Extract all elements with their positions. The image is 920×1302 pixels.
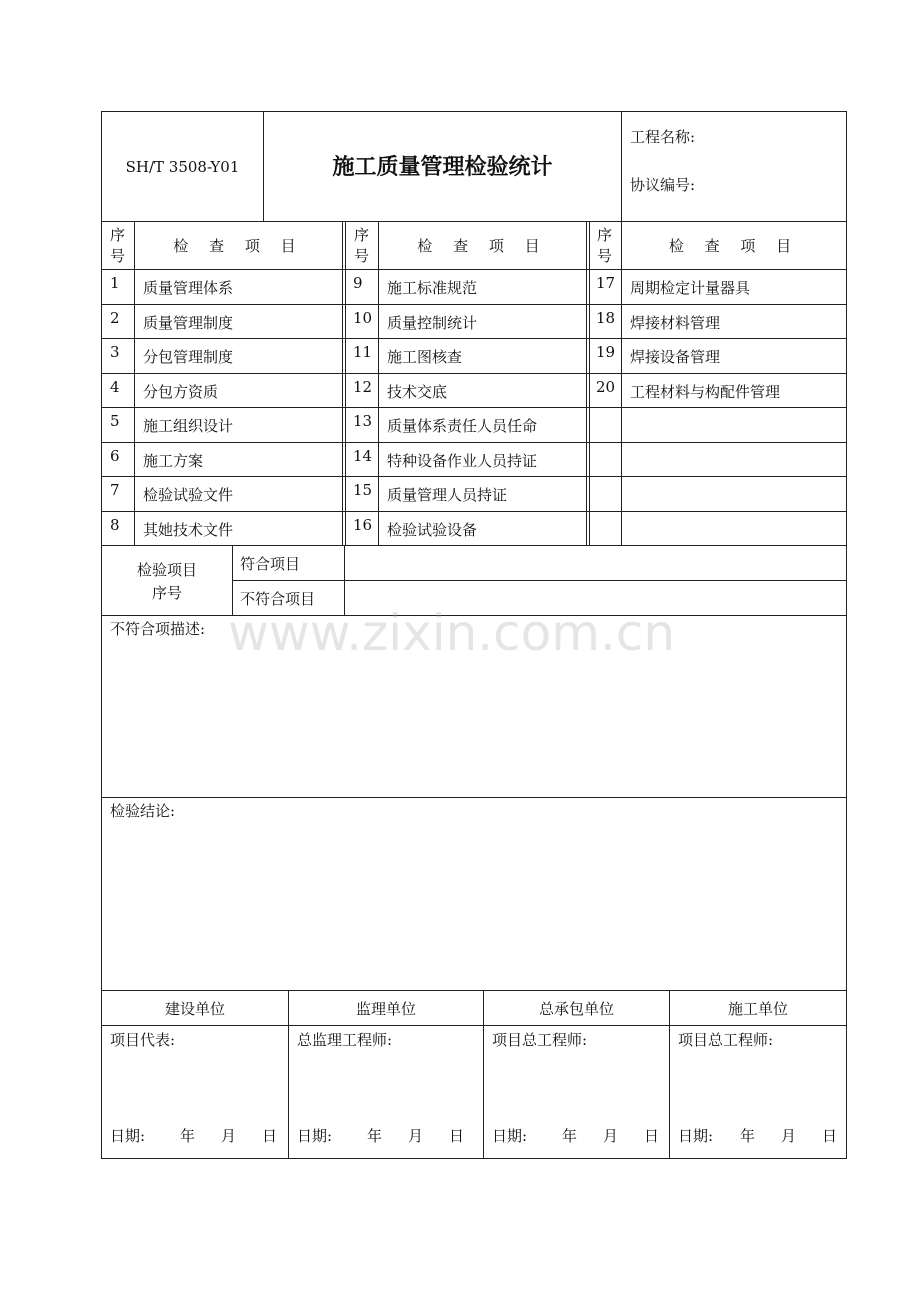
item-header-3: 检 查 项 目 <box>668 237 800 255</box>
item-label: 检验试验设备 <box>387 521 478 539</box>
item-label: 质量管理人员持证 <box>387 486 508 504</box>
item-label: 焊接设备管理 <box>630 348 721 366</box>
item-label: 质量管理体系 <box>143 279 234 297</box>
item-label: 特种设备作业人员持证 <box>387 452 538 470</box>
date-year: 年 <box>180 1127 196 1145</box>
seq-header-2-line1: 序 <box>354 226 370 244</box>
date-day: 日 <box>644 1127 660 1145</box>
item-label: 质量管理制度 <box>143 314 234 332</box>
agreement-no-label: 协议编号: <box>630 176 696 194</box>
signature-unit-supervisor: 监理单位 <box>355 1000 416 1018</box>
date-year: 年 <box>740 1127 756 1145</box>
signature-unit-general-contractor: 总承包单位 <box>538 1000 614 1018</box>
seq-header-3-line1: 序 <box>597 226 613 244</box>
item-no: 3 <box>110 343 120 361</box>
item-label: 施工方案 <box>143 452 204 470</box>
item-no: 6 <box>110 447 120 465</box>
item-no: 15 <box>353 481 373 499</box>
signature-role: 总监理工程师: <box>297 1031 393 1049</box>
item-no: 14 <box>353 447 373 465</box>
item-label: 质量控制统计 <box>387 314 478 332</box>
item-no: 4 <box>110 378 120 396</box>
seq-header-1-line1: 序 <box>110 226 126 244</box>
date-label: 日期: <box>110 1127 146 1145</box>
inspection-no-label-line1: 检验项目 <box>136 561 197 579</box>
item-header-1: 检 查 项 目 <box>173 237 304 255</box>
date-month: 月 <box>408 1127 424 1145</box>
inspection-no-label-line2: 序号 <box>151 584 182 602</box>
date-day: 日 <box>449 1127 465 1145</box>
conforming-items-label: 符合项目 <box>240 555 301 573</box>
date-label: 日期: <box>297 1127 333 1145</box>
form-code: SH/T 3508-Y01 <box>125 158 240 176</box>
seq-header-1-line2: 号 <box>110 247 126 265</box>
date-year: 年 <box>562 1127 578 1145</box>
item-no: 18 <box>596 309 616 327</box>
item-label: 施工组织设计 <box>143 417 234 435</box>
item-no: 12 <box>353 378 373 396</box>
item-label: 工程材料与构配件管理 <box>630 383 781 401</box>
item-label: 技术交底 <box>387 383 448 401</box>
item-no: 11 <box>353 343 373 361</box>
signature-role: 项目总工程师: <box>492 1031 588 1049</box>
signature-unit-contractor: 施工单位 <box>727 1000 788 1018</box>
item-label: 质量体系责任人员任命 <box>387 417 538 435</box>
signature-role: 项目代表: <box>110 1031 176 1049</box>
date-year: 年 <box>367 1127 383 1145</box>
form-title: 施工质量管理检验统计 <box>332 154 553 180</box>
seq-header-2-line2: 号 <box>354 247 370 265</box>
item-no: 20 <box>596 378 616 396</box>
signature-unit-owner: 建设单位 <box>164 1000 225 1018</box>
item-no: 5 <box>110 412 120 430</box>
item-label: 施工标准规范 <box>387 279 478 297</box>
item-header-2: 检 查 项 目 <box>417 237 548 255</box>
item-no: 8 <box>110 516 120 534</box>
item-no: 16 <box>353 516 373 534</box>
watermark-text: www.zixin.com.cn <box>228 604 676 662</box>
item-label: 施工图核查 <box>387 348 463 366</box>
nonconforming-items-label: 不符合项目 <box>240 590 316 608</box>
date-day: 日 <box>822 1127 838 1145</box>
date-month: 月 <box>221 1127 237 1145</box>
date-month: 月 <box>603 1127 619 1145</box>
item-label: 焊接材料管理 <box>630 314 721 332</box>
item-label: 分包方资质 <box>143 383 219 401</box>
item-no: 10 <box>353 309 373 327</box>
conclusion-label: 检验结论: <box>110 802 176 820</box>
item-label: 检验试验文件 <box>143 486 234 504</box>
item-no: 9 <box>353 274 363 292</box>
item-no: 7 <box>110 481 120 499</box>
item-label: 分包管理制度 <box>143 348 234 366</box>
project-name-label: 工程名称: <box>630 128 696 146</box>
signature-role: 项目总工程师: <box>678 1031 774 1049</box>
seq-header-3-line2: 号 <box>597 247 613 265</box>
item-no: 1 <box>110 274 120 292</box>
item-no: 17 <box>596 274 616 292</box>
date-label: 日期: <box>678 1127 714 1145</box>
date-day: 日 <box>262 1127 278 1145</box>
item-no: 2 <box>110 309 120 327</box>
item-no: 19 <box>596 343 616 361</box>
date-month: 月 <box>781 1127 797 1145</box>
nonconformity-description-label: 不符合项描述: <box>110 620 206 638</box>
item-label: 周期检定计量器具 <box>630 279 751 297</box>
item-no: 13 <box>353 412 373 430</box>
item-label: 其她技术文件 <box>143 521 234 539</box>
date-label: 日期: <box>492 1127 528 1145</box>
